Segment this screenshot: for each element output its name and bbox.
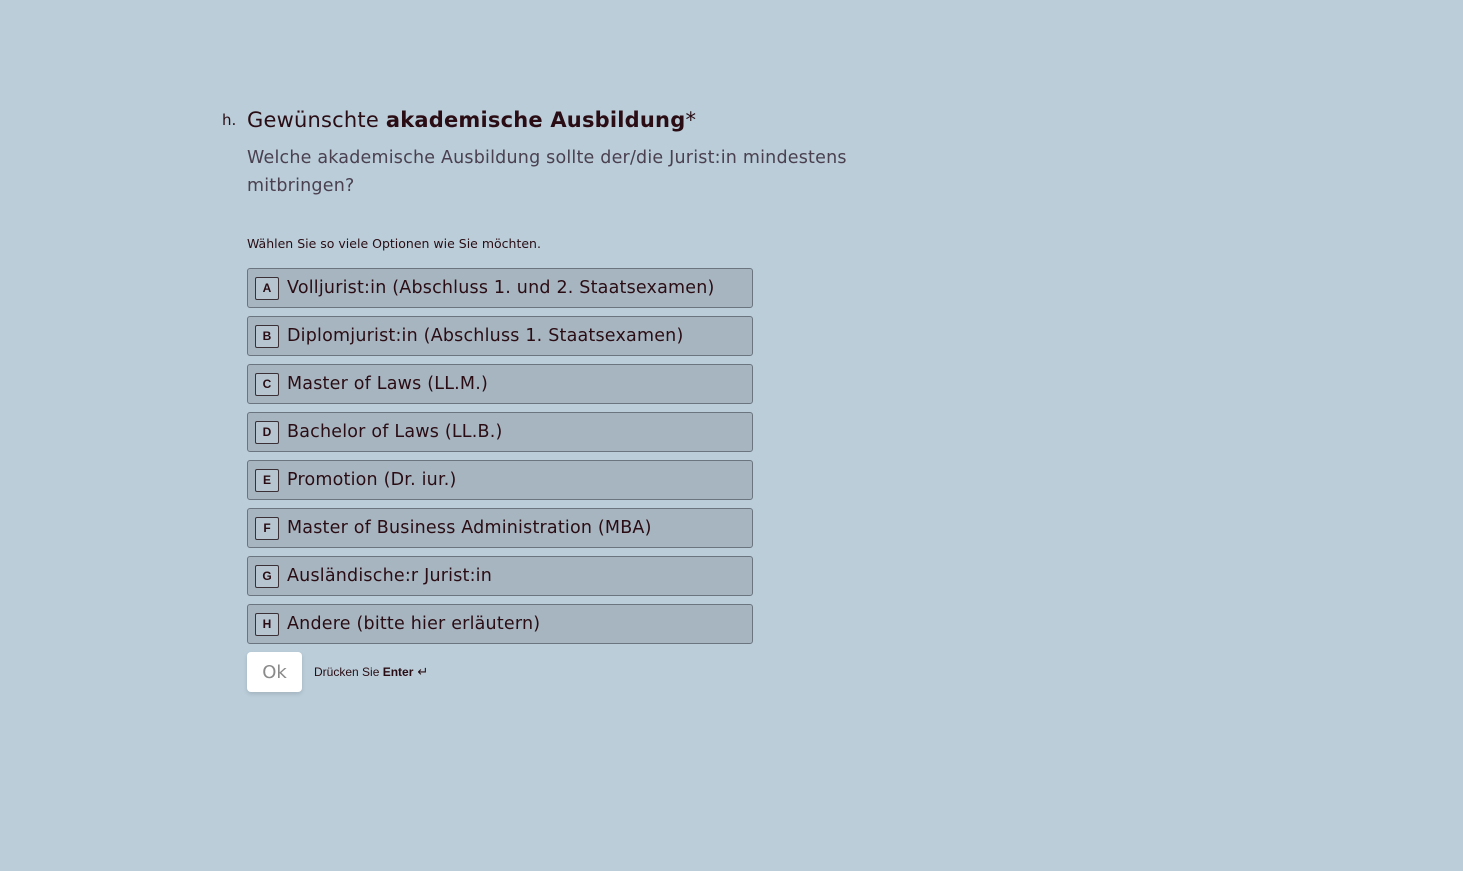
option-label-e: Promotion (Dr. iur.) xyxy=(287,470,457,490)
option-f[interactable] xyxy=(247,508,753,548)
option-g[interactable] xyxy=(247,556,753,596)
option-c[interactable] xyxy=(247,364,753,404)
action-row xyxy=(247,652,922,692)
ok-button[interactable]: Ok xyxy=(247,652,302,692)
question-title-bold: akademische Ausbildung xyxy=(385,108,686,132)
option-key-f: F xyxy=(255,517,279,540)
option-list xyxy=(247,268,753,644)
question-body xyxy=(247,105,922,692)
option-label-g: Ausländische:r Jurist:in xyxy=(287,566,493,586)
option-key-h: H xyxy=(255,613,279,636)
option-a[interactable] xyxy=(247,268,753,308)
option-label-a: Volljurist:in (Abschluss 1. und 2. Staatsexamen) xyxy=(287,278,715,298)
option-label-b: Diplomjurist:in (Abschluss 1. Staatsexamen) xyxy=(287,326,684,346)
required-mark: * xyxy=(685,108,697,132)
option-h[interactable] xyxy=(247,604,753,644)
option-label-f: Master of Business Administration (MBA) xyxy=(287,518,652,538)
option-e[interactable] xyxy=(247,460,753,500)
enter-key-label: Enter xyxy=(382,665,414,679)
option-label-h: Andere (bitte hier erläutern) xyxy=(287,614,541,634)
enter-hint-prefix: Drücken Sie xyxy=(314,665,383,679)
question-block xyxy=(222,105,922,692)
enter-hint xyxy=(314,664,428,680)
question-number: h. xyxy=(222,111,237,129)
option-key-b: B xyxy=(255,325,279,348)
question-title-prefix: Gewünschte xyxy=(247,108,386,132)
option-key-d: D xyxy=(255,421,279,444)
enter-return-icon: ↵ xyxy=(417,664,429,679)
option-label-d: Bachelor of Laws (LL.B.) xyxy=(287,422,503,442)
option-label-c: Master of Laws (LL.M.) xyxy=(287,374,489,394)
option-key-c: C xyxy=(255,373,279,396)
option-b[interactable] xyxy=(247,316,753,356)
selection-hint: Wählen Sie so viele Optionen wie Sie möchten. xyxy=(247,236,541,251)
option-key-g: G xyxy=(255,565,279,588)
question-title xyxy=(247,105,922,135)
option-key-a: A xyxy=(255,277,279,300)
option-d[interactable] xyxy=(247,412,753,452)
option-key-e: E xyxy=(255,469,279,492)
question-description: Welche akademische Ausbildung sollte der/die Jurist:in mindestens mitbringen? xyxy=(247,148,847,196)
